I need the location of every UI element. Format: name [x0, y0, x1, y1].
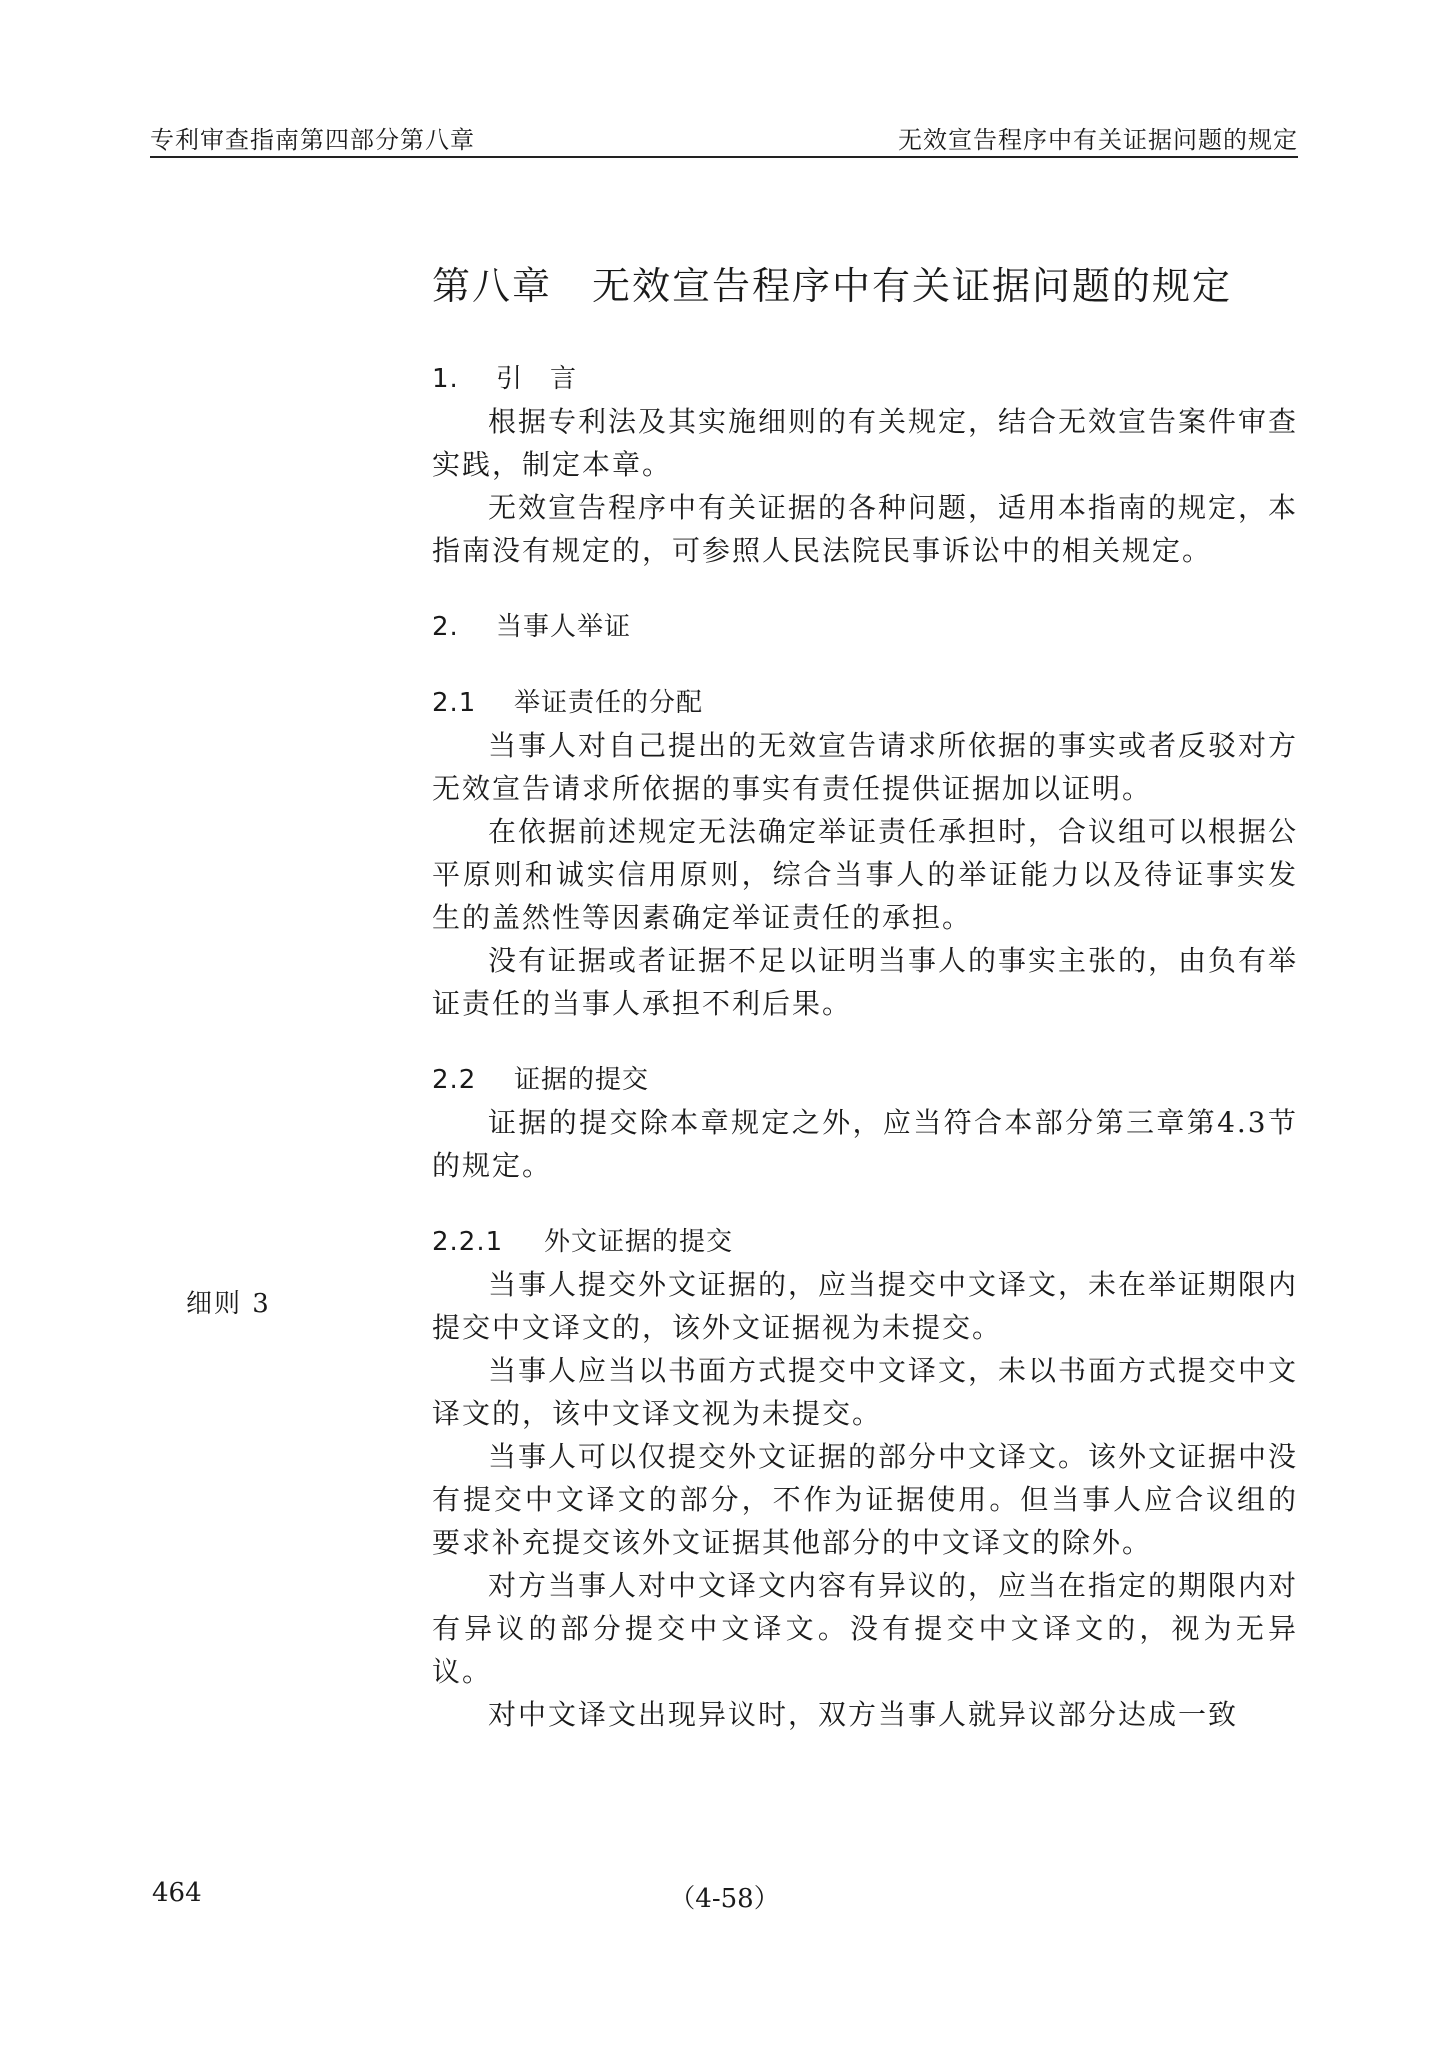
section-heading-2 [432, 606, 1298, 648]
header-left-title: 专利审查指南第四部分第八章 [150, 126, 475, 154]
paragraph: 当事人对自己提出的无效宣告请求所依据的事实或者反驳对方无效宣告请求所依据的事实有责任提供证据加以证明。 [432, 729, 1299, 805]
section-heading-2-1 [432, 682, 1298, 724]
paragraph: 对方当事人对中文译文内容有异议的，应当在指定的期限内对有异议的部分提交中文译文。没有提交中文译文的，视为无异议。 [432, 1569, 1299, 1688]
page-content [432, 358, 1298, 1736]
running-header [150, 112, 1298, 158]
paragraph: 当事人应当以书面方式提交中文译文，未以书面方式提交中文译文的，该中文译文视为未提交。 [432, 1354, 1299, 1430]
section-number: 2.1 [432, 688, 477, 718]
section-number: 2. [432, 612, 459, 642]
margin-note-rule-reference: 细则 3 [186, 1289, 271, 1319]
section-page-code: （4-58） [669, 1884, 780, 1914]
section-number: 2.2.1 [432, 1227, 504, 1257]
paragraph: 根据专利法及其实施细则的有关规定，结合无效宣告案件审查实践，制定本章。 [432, 405, 1299, 481]
section-number: 2.2 [432, 1065, 477, 1095]
paragraph: 无效宣告程序中有关证据的各种问题，适用本指南的规定，本指南没有规定的，可参照人民法院民事诉讼中的相关规定。 [432, 491, 1299, 567]
section-heading-2-2 [432, 1059, 1298, 1101]
section-title: 当事人举证 [496, 612, 632, 642]
paragraph: 证据的提交除本章规定之外，应当符合本部分第三章第4.3节的规定。 [432, 1106, 1298, 1182]
section-title: 外文证据的提交 [544, 1227, 734, 1257]
paragraph: 没有证据或者证据不足以证明当事人的事实主张的，由负有举证责任的当事人承担不利后果。 [432, 944, 1299, 1020]
paragraph: 当事人可以仅提交外文证据的部分中文译文。该外文证据中没有提交中文译文的部分，不作为证据使用。但当事人应合议组的要求补充提交该外文证据其他部分的中文译文的除外。 [432, 1440, 1299, 1559]
section-number: 1. [432, 364, 459, 394]
section-heading-2-2-1 [432, 1221, 1298, 1263]
paragraph: 对中文译文出现异议时，双方当事人就异议部分达成一致 [488, 1698, 1239, 1731]
section-title: 证据的提交 [514, 1065, 650, 1095]
page-number: 464 [152, 1878, 202, 1908]
paragraph: 在依据前述规定无法确定举证责任承担时，合议组可以根据公平原则和诚实信用原则，综合当事人的举证能力以及待证事实发生的盖然性等因素确定举证责任的承担。 [432, 815, 1299, 934]
section-heading-1 [432, 358, 1298, 400]
section-title: 引 言 [496, 364, 578, 394]
header-right-title: 无效宣告程序中有关证据问题的规定 [898, 126, 1298, 154]
section-title: 举证责任的分配 [514, 688, 704, 718]
chapter-title: 第八章 无效宣告程序中有关证据问题的规定 [432, 264, 1233, 308]
paragraph: 当事人提交外文证据的，应当提交中文译文，未在举证期限内提交中文译文的，该外文证据视为未提交。 [432, 1268, 1299, 1344]
